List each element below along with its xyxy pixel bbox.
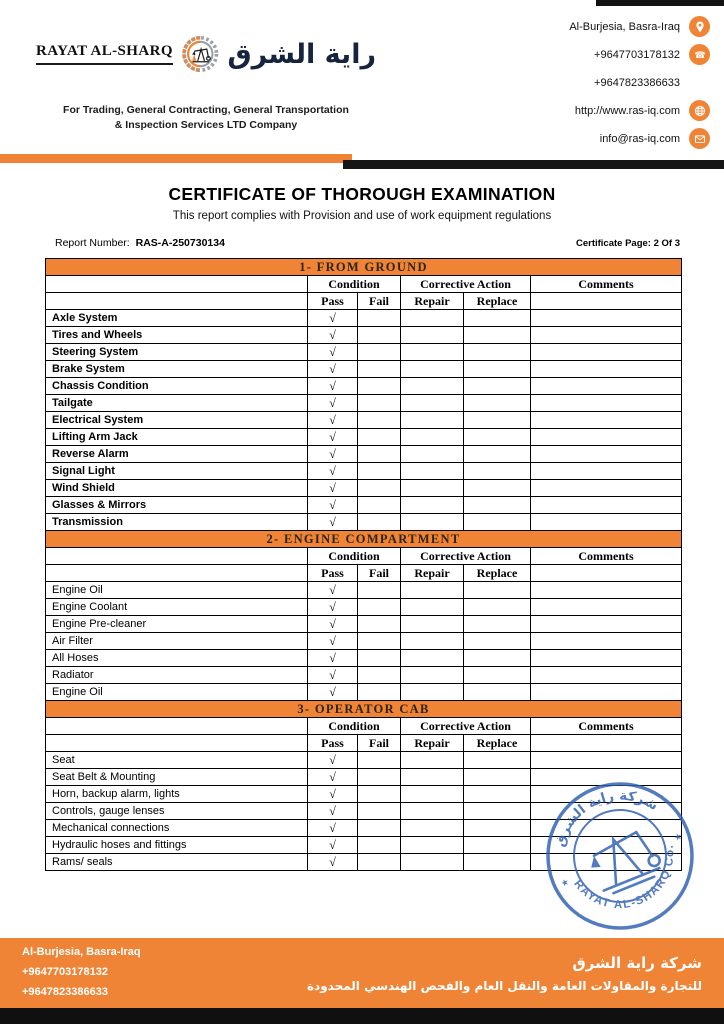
repair-cell xyxy=(401,582,464,599)
inspection-row xyxy=(46,429,682,446)
item-label: Engine Oil xyxy=(46,582,308,599)
inspection-row xyxy=(46,378,682,395)
pass-mark: √ xyxy=(308,650,358,667)
report-number-label: Report Number: xyxy=(55,237,130,249)
footer-tagline-ar: للتجارة والمقاولات العامة والنقل العام والفحص الهندسي المحدودة xyxy=(306,978,702,993)
pass-mark: √ xyxy=(308,429,358,446)
contact-text: +9647823386633 xyxy=(594,76,680,89)
replace-cell xyxy=(464,820,531,837)
condition-header: Condition xyxy=(308,276,401,293)
replace-header: Replace xyxy=(464,293,531,310)
item-label: Electrical System xyxy=(46,412,308,429)
replace-header: Replace xyxy=(464,735,531,752)
condition-header: Condition xyxy=(308,718,401,735)
fail-cell xyxy=(358,412,401,429)
comments-cell xyxy=(531,497,682,514)
inspection-row xyxy=(46,650,682,667)
group-header-row xyxy=(46,718,682,735)
pass-mark: √ xyxy=(308,327,358,344)
comments-cell xyxy=(531,582,682,599)
repair-cell xyxy=(401,497,464,514)
comments-header: Comments xyxy=(531,548,682,565)
pass-mark: √ xyxy=(308,769,358,786)
comments-cell xyxy=(531,412,682,429)
contact-text: +9647703178132 xyxy=(594,48,680,61)
repair-cell xyxy=(401,769,464,786)
inspection-row xyxy=(46,616,682,633)
footer-company-name-ar: شركة راية الشرق xyxy=(572,953,702,972)
comments-cell xyxy=(531,463,682,480)
black-divider-bar xyxy=(343,160,724,169)
comments-cell xyxy=(531,752,682,769)
fail-cell xyxy=(358,378,401,395)
blank-header-cell xyxy=(46,276,308,293)
repair-cell xyxy=(401,395,464,412)
repair-cell xyxy=(401,514,464,531)
item-label: Radiator xyxy=(46,667,308,684)
comments-cell xyxy=(531,446,682,463)
contact-row xyxy=(569,128,710,149)
contact-row xyxy=(569,16,710,37)
replace-cell xyxy=(464,803,531,820)
fail-cell xyxy=(358,446,401,463)
logo-row xyxy=(36,8,376,100)
gear-pumpjack-logo-icon xyxy=(180,8,221,100)
item-label: Brake System xyxy=(46,361,308,378)
replace-cell xyxy=(464,514,531,531)
comments-cell xyxy=(531,650,682,667)
item-label: Rams/ seals xyxy=(46,854,308,871)
globe-icon xyxy=(689,100,710,121)
item-label: Glasses & Mirrors xyxy=(46,497,308,514)
footer-contact-block xyxy=(22,943,141,1002)
fail-cell xyxy=(358,633,401,650)
replace-cell xyxy=(464,446,531,463)
item-label: Chassis Condition xyxy=(46,378,308,395)
pass-mark: √ xyxy=(308,854,358,871)
pass-header: Pass xyxy=(308,293,358,310)
item-label: Engine Oil xyxy=(46,684,308,701)
inspection-row xyxy=(46,684,682,701)
fail-cell xyxy=(358,854,401,871)
orange-divider-bar xyxy=(0,154,352,163)
fail-cell xyxy=(358,497,401,514)
divider xyxy=(0,152,724,170)
fail-header: Fail xyxy=(358,293,401,310)
repair-cell xyxy=(401,599,464,616)
company-name-en: RAYAT AL-SHARQ xyxy=(36,43,173,65)
repair-header: Repair xyxy=(401,735,464,752)
pass-mark: √ xyxy=(308,786,358,803)
footer-address: Al-Burjesia, Basra-Iraq xyxy=(22,946,141,959)
stamp-star-right-icon: ★ xyxy=(672,830,684,844)
contact-row xyxy=(569,72,710,93)
replace-cell xyxy=(464,395,531,412)
certificate-page-info: Certificate Page: 2 Of 3 xyxy=(575,238,680,249)
certificate-title: CERTIFICATE OF THOROUGH EXAMINATION xyxy=(168,184,556,204)
pass-header: Pass xyxy=(308,735,358,752)
stamp-star-left-icon: ★ xyxy=(559,876,571,889)
report-row xyxy=(55,237,680,249)
fail-cell xyxy=(358,752,401,769)
pass-mark: √ xyxy=(308,480,358,497)
repair-cell xyxy=(401,633,464,650)
certificate-subtitle: This report complies with Provision and use of work equipment regulations xyxy=(172,210,552,222)
repair-cell xyxy=(401,361,464,378)
footer-company-block xyxy=(307,954,702,993)
pass-mark: √ xyxy=(308,837,358,854)
comments-cell xyxy=(531,395,682,412)
corrective-action-header: Corrective Action xyxy=(401,548,531,565)
pass-mark: √ xyxy=(308,820,358,837)
fail-cell xyxy=(358,837,401,854)
pass-mark: √ xyxy=(308,582,358,599)
repair-cell xyxy=(401,854,464,871)
replace-cell xyxy=(464,684,531,701)
section-title: 2- ENGINE COMPARTMENT xyxy=(46,531,682,548)
repair-cell xyxy=(401,786,464,803)
comments-cell xyxy=(531,327,682,344)
fail-cell xyxy=(358,650,401,667)
comments-subheader-cell xyxy=(531,735,682,752)
repair-cell xyxy=(401,378,464,395)
inspection-row xyxy=(46,412,682,429)
sub-header-row xyxy=(46,293,682,310)
replace-cell xyxy=(464,344,531,361)
inspection-row xyxy=(46,514,682,531)
replace-cell xyxy=(464,667,531,684)
inspection-row xyxy=(46,310,682,327)
stamp-bottom-text: RAYAT AL-SHARQ Co. xyxy=(571,843,677,912)
header xyxy=(0,0,724,152)
contact-row xyxy=(569,100,710,121)
replace-header: Replace xyxy=(464,565,531,582)
pass-mark: √ xyxy=(308,446,358,463)
contact-text: http://www.ras-iq.com xyxy=(574,104,680,117)
comments-cell xyxy=(531,378,682,395)
company-tagline-line2: & Inspection Services LTD Company xyxy=(114,119,298,132)
inspection-row xyxy=(46,395,682,412)
pass-mark: √ xyxy=(308,344,358,361)
inspection-row xyxy=(46,633,682,650)
item-label: Controls, gauge lenses xyxy=(46,803,308,820)
sub-header-row xyxy=(46,735,682,752)
repair-cell xyxy=(401,480,464,497)
comments-subheader-cell xyxy=(531,293,682,310)
fail-cell xyxy=(358,667,401,684)
pass-mark: √ xyxy=(308,599,358,616)
fail-cell xyxy=(358,463,401,480)
item-label: All Hoses xyxy=(46,650,308,667)
blank-header-cell xyxy=(46,735,308,752)
replace-cell xyxy=(464,412,531,429)
replace-cell xyxy=(464,599,531,616)
item-label: Tires and Wheels xyxy=(46,327,308,344)
group-header-row xyxy=(46,276,682,293)
comments-cell xyxy=(531,599,682,616)
group-header-row xyxy=(46,548,682,565)
comments-cell xyxy=(531,514,682,531)
section-title: 1- FROM GROUND xyxy=(46,259,682,276)
phone-icon xyxy=(689,44,710,65)
comments-cell xyxy=(531,684,682,701)
item-label: Tailgate xyxy=(46,395,308,412)
comments-cell xyxy=(531,633,682,650)
fail-cell xyxy=(358,480,401,497)
pass-mark: √ xyxy=(308,412,358,429)
comments-cell xyxy=(531,616,682,633)
footer-phone2: +9647823386633 xyxy=(22,985,108,998)
pass-mark: √ xyxy=(308,616,358,633)
corrective-action-header: Corrective Action xyxy=(401,276,531,293)
footer-orange-band xyxy=(0,938,724,1008)
repair-cell xyxy=(401,650,464,667)
replace-cell xyxy=(464,837,531,854)
comments-header: Comments xyxy=(531,718,682,735)
fail-cell xyxy=(358,327,401,344)
company-logo xyxy=(36,8,376,133)
inspection-row xyxy=(46,480,682,497)
inspection-row xyxy=(46,344,682,361)
fail-cell xyxy=(358,616,401,633)
item-label: Air Filter xyxy=(46,633,308,650)
comments-cell xyxy=(531,429,682,446)
replace-cell xyxy=(464,463,531,480)
blank-header-cell xyxy=(46,718,308,735)
inspection-row xyxy=(46,667,682,684)
replace-cell xyxy=(464,378,531,395)
replace-cell xyxy=(464,786,531,803)
company-stamp xyxy=(540,776,700,936)
section-header-row xyxy=(46,701,682,718)
pass-mark: √ xyxy=(308,463,358,480)
section-header-row xyxy=(46,259,682,276)
inspection-row xyxy=(46,463,682,480)
inspection-row xyxy=(46,327,682,344)
pass-mark: √ xyxy=(308,361,358,378)
blank-header-cell xyxy=(46,548,308,565)
comments-cell xyxy=(531,344,682,361)
contact-list xyxy=(569,16,710,156)
item-label: Seat Belt & Mounting xyxy=(46,769,308,786)
pass-mark: √ xyxy=(308,497,358,514)
location-pin-icon xyxy=(689,16,710,37)
fail-header: Fail xyxy=(358,565,401,582)
comments-cell xyxy=(531,480,682,497)
mail-icon xyxy=(689,128,710,149)
footer-phone1: +9647703178132 xyxy=(22,966,108,979)
inspection-row xyxy=(46,582,682,599)
footer-black-band xyxy=(0,1008,724,1024)
inspection-row xyxy=(46,361,682,378)
fail-cell xyxy=(358,514,401,531)
replace-cell xyxy=(464,361,531,378)
condition-header: Condition xyxy=(308,548,401,565)
repair-cell xyxy=(401,752,464,769)
item-label: Steering System xyxy=(46,344,308,361)
comments-cell xyxy=(531,667,682,684)
inspection-row xyxy=(46,752,682,769)
item-label: Hydraulic hoses and fittings xyxy=(46,837,308,854)
replace-cell xyxy=(464,752,531,769)
pass-header: Pass xyxy=(308,565,358,582)
repair-cell xyxy=(401,803,464,820)
repair-cell xyxy=(401,310,464,327)
replace-cell xyxy=(464,582,531,599)
fail-header: Fail xyxy=(358,735,401,752)
repair-cell xyxy=(401,463,464,480)
pass-mark: √ xyxy=(308,633,358,650)
item-label: Lifting Arm Jack xyxy=(46,429,308,446)
repair-cell xyxy=(401,344,464,361)
pass-mark: √ xyxy=(308,395,358,412)
item-label: Wind Shield xyxy=(46,480,308,497)
title-block xyxy=(0,184,724,222)
fail-cell xyxy=(358,599,401,616)
item-label: Engine Coolant xyxy=(46,599,308,616)
replace-cell xyxy=(464,769,531,786)
sub-header-row xyxy=(46,565,682,582)
repair-cell xyxy=(401,446,464,463)
fail-cell xyxy=(358,395,401,412)
blank-header-cell xyxy=(46,293,308,310)
inspection-row xyxy=(46,446,682,463)
contact-row xyxy=(569,44,710,65)
pass-mark: √ xyxy=(308,667,358,684)
inspection-row xyxy=(46,599,682,616)
item-label: Horn, backup alarm, lights xyxy=(46,786,308,803)
item-label: Reverse Alarm xyxy=(46,446,308,463)
fail-cell xyxy=(358,361,401,378)
replace-cell xyxy=(464,497,531,514)
repair-cell xyxy=(401,429,464,446)
repair-header: Repair xyxy=(401,293,464,310)
pass-mark: √ xyxy=(308,378,358,395)
repair-cell xyxy=(401,837,464,854)
pass-mark: √ xyxy=(308,803,358,820)
replace-cell xyxy=(464,310,531,327)
corrective-action-header: Corrective Action xyxy=(401,718,531,735)
section-title: 3- OPERATOR CAB xyxy=(46,701,682,718)
repair-cell xyxy=(401,412,464,429)
report-number-value: RAS-A-250730134 xyxy=(135,237,225,249)
contact-text: Al-Burjesia, Basra-Iraq xyxy=(569,20,680,33)
comments-cell xyxy=(531,310,682,327)
item-label: Mechanical connections xyxy=(46,820,308,837)
fail-cell xyxy=(358,803,401,820)
item-label: Seat xyxy=(46,752,308,769)
svg-text:☎: ☎ xyxy=(693,50,706,61)
repair-cell xyxy=(401,667,464,684)
pass-mark: √ xyxy=(308,310,358,327)
replace-cell xyxy=(464,650,531,667)
repair-cell xyxy=(401,616,464,633)
stamp-top-text: شركة راية الشرق xyxy=(551,787,661,849)
replace-cell xyxy=(464,854,531,871)
contact-text: info@ras-iq.com xyxy=(599,132,680,145)
replace-cell xyxy=(464,633,531,650)
footer xyxy=(0,938,724,1024)
fail-cell xyxy=(358,429,401,446)
icon-spacer xyxy=(689,72,710,93)
section-header-row xyxy=(46,531,682,548)
replace-cell xyxy=(464,616,531,633)
svg-text:RAYAT AL-SHARQ Co. xyxy=(570,840,693,928)
repair-cell xyxy=(401,820,464,837)
fail-cell xyxy=(358,684,401,701)
repair-header: Repair xyxy=(401,565,464,582)
comments-cell xyxy=(531,361,682,378)
pass-mark: √ xyxy=(308,752,358,769)
item-label: Engine Pre-cleaner xyxy=(46,616,308,633)
item-label: Axle System xyxy=(46,310,308,327)
repair-cell xyxy=(401,684,464,701)
fail-cell xyxy=(358,820,401,837)
pass-mark: √ xyxy=(308,514,358,531)
fail-cell xyxy=(358,582,401,599)
fail-cell xyxy=(358,310,401,327)
inspection-row xyxy=(46,497,682,514)
fail-cell xyxy=(358,344,401,361)
replace-cell xyxy=(464,327,531,344)
comments-subheader-cell xyxy=(531,565,682,582)
fail-cell xyxy=(358,786,401,803)
blank-header-cell xyxy=(46,565,308,582)
fail-cell xyxy=(358,769,401,786)
company-tagline-line1: For Trading, General Contracting, General Transportation xyxy=(63,104,349,116)
item-label: Transmission xyxy=(46,514,308,531)
item-label: Signal Light xyxy=(46,463,308,480)
replace-cell xyxy=(464,480,531,497)
company-name-ar: راية الشرق xyxy=(227,38,376,70)
pass-mark: √ xyxy=(308,684,358,701)
repair-cell xyxy=(401,327,464,344)
report-number xyxy=(55,237,225,249)
replace-cell xyxy=(464,429,531,446)
comments-header: Comments xyxy=(531,276,682,293)
